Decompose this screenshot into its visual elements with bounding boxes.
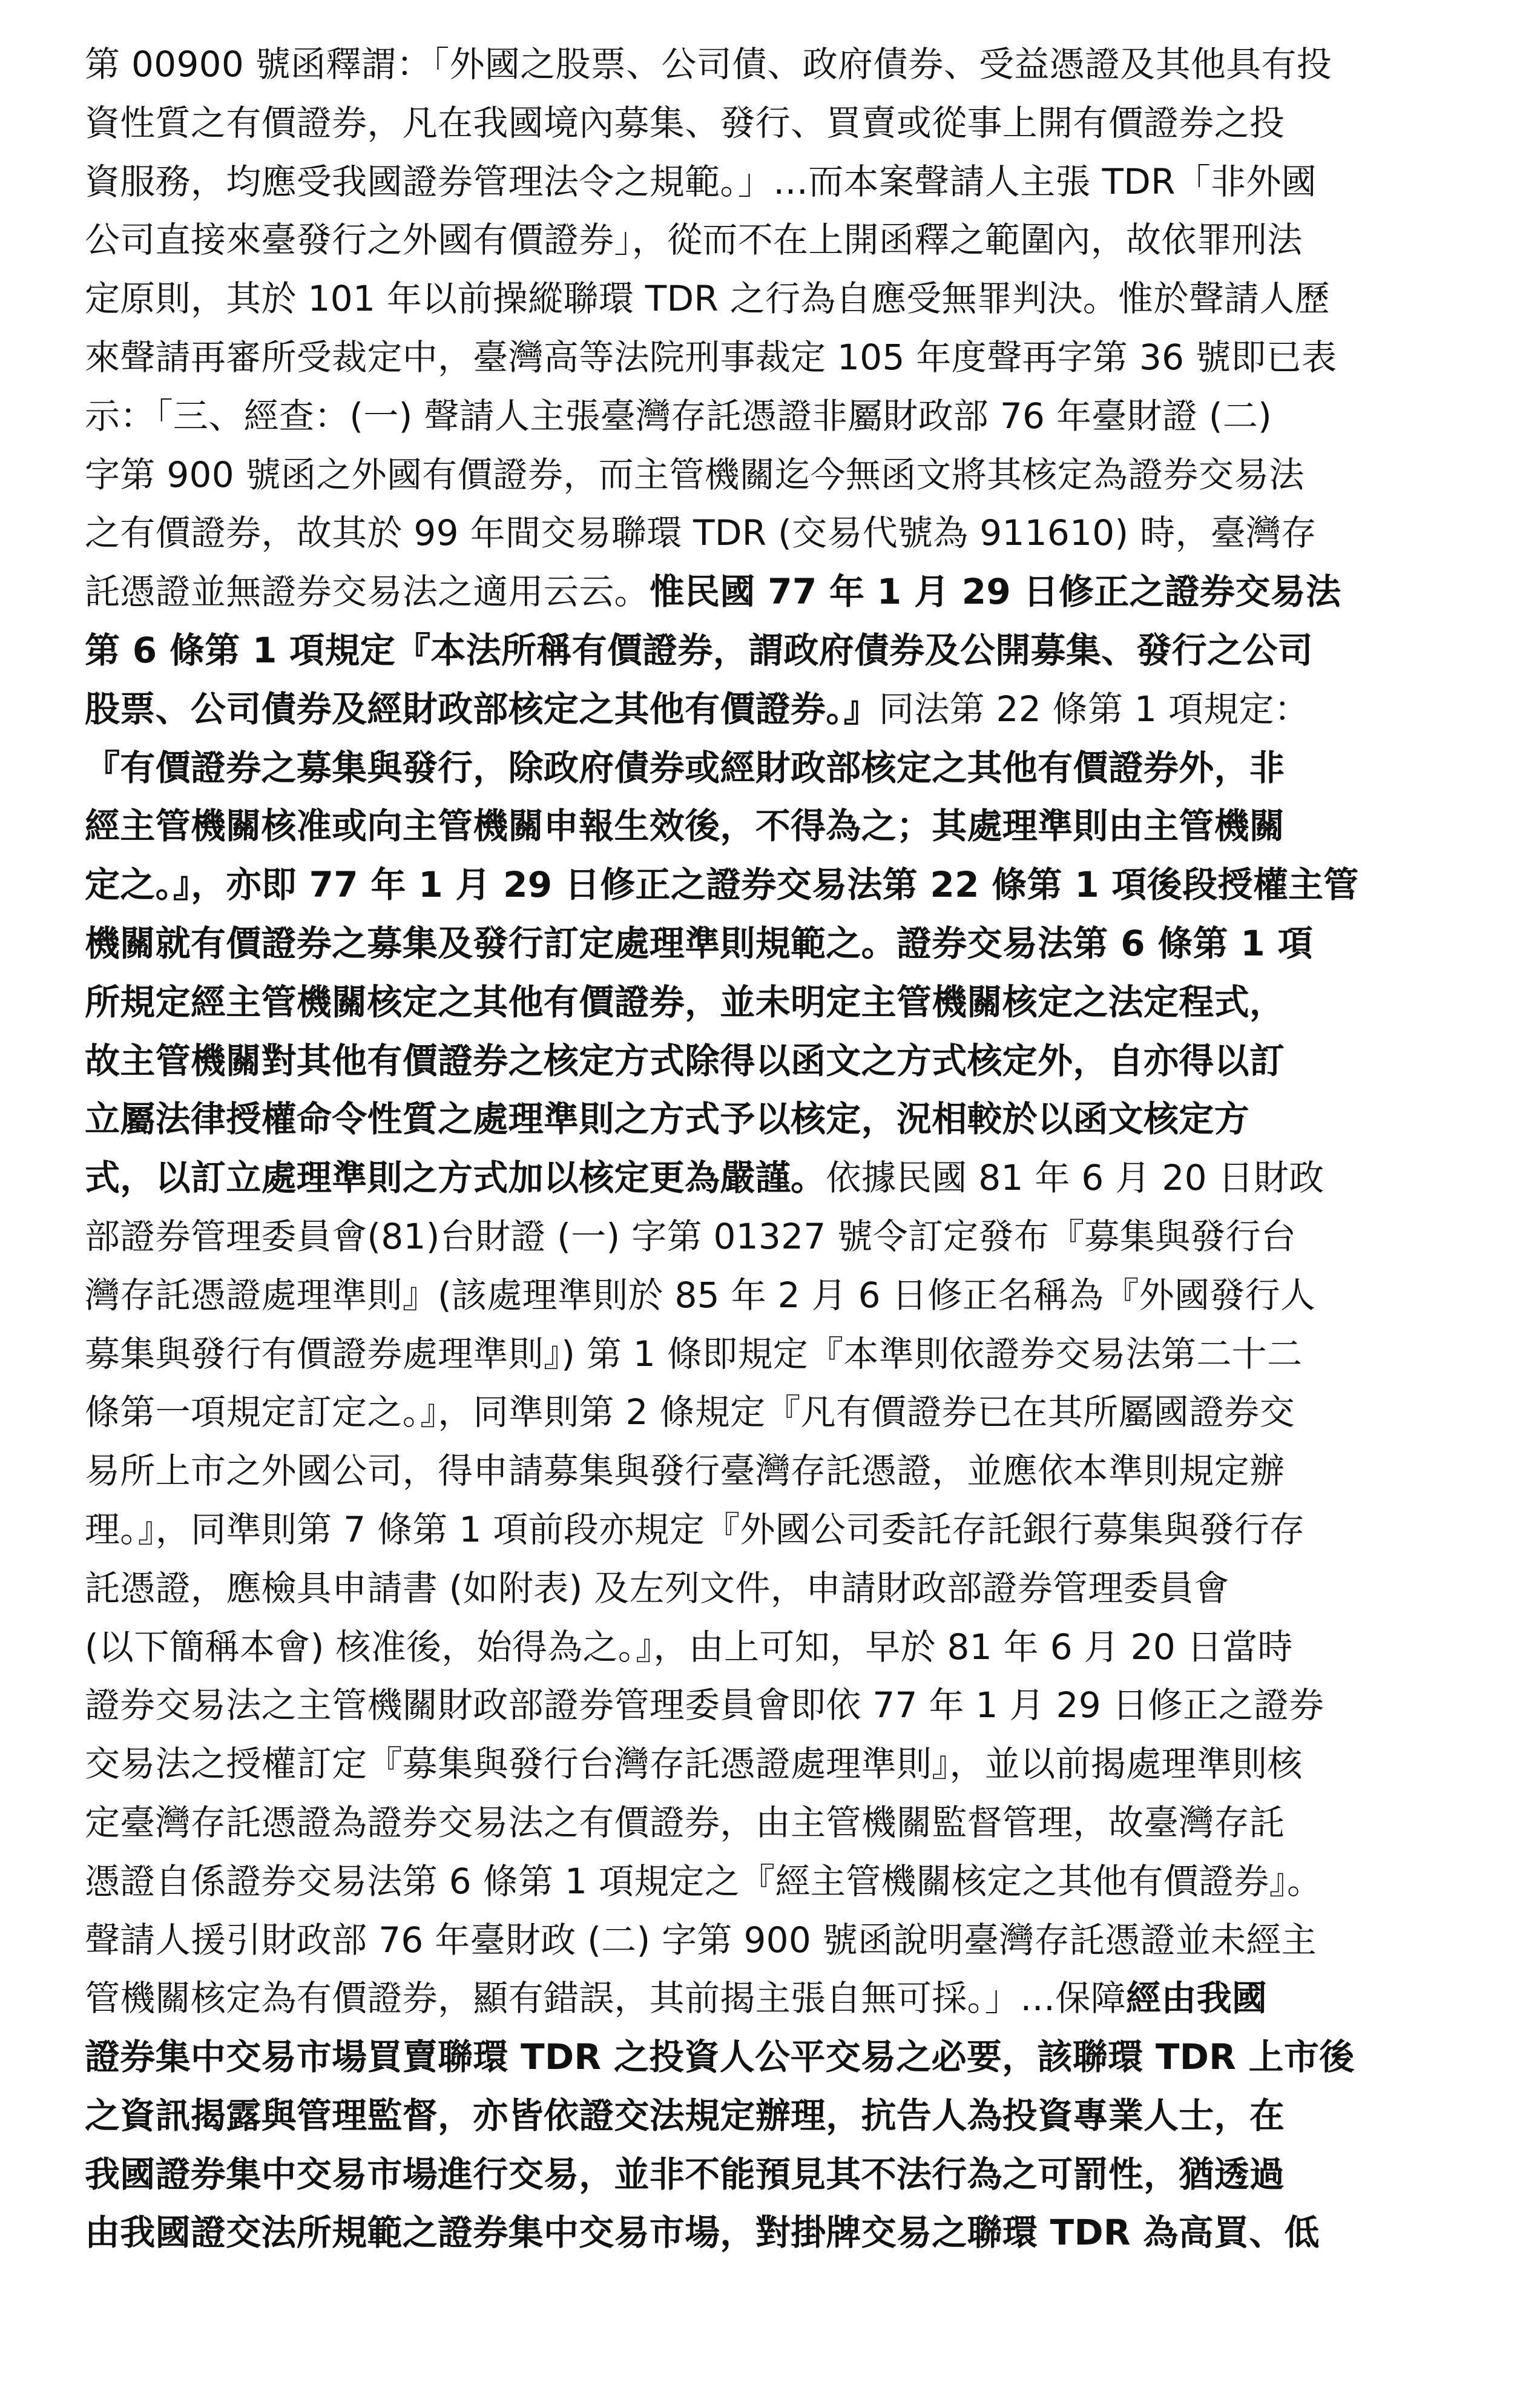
text-line [85,1325,1498,1384]
bold-text-segment: 第 6 條第 1 項規定『本法所稱有價證券，謂政府債券及公開募集、發行之公司 [85,629,1313,671]
bold-text-segment: 股票、公司債券及經財政部核定之其他有價證券。』 [85,688,879,730]
text-line [85,1911,1498,1970]
text-line [85,328,1498,387]
text-segment: 同法第 22 條第 1 項規定： [878,688,1310,730]
text-segment: 募集與發行有價證券處理準則』) 第 1 條即規定『本準則依證券交易法第二十二 [85,1333,1303,1374]
text-line [85,563,1498,621]
bold-text-segment: 定之。』，亦即 77 年 1 月 29 日修正之證券交易法第 22 條第 1 項後段授權主管 [85,864,1359,906]
text-segment: 易所上市之外國公司，得申請募集與發行臺灣存託憑證，並應依本準則規定辦 [85,1450,1285,1492]
bold-text-segment: 機關就有價證券之募集及發行訂定處理準則規範之。證券交易法第 6 條第 1 項 [85,922,1313,964]
bold-text-segment: 『有價證券之募集與發行，除政府債券或經財政部核定之其他有價證券外，非 [85,747,1285,788]
text-line [85,973,1498,1032]
text-line [85,1735,1498,1793]
text-line [85,2145,1498,2204]
text-line [85,2203,1498,2262]
text-segment: 灣存託憑證處理準則』(該處理準則於 85 年 2 月 6 日修正名稱為『外國發行人 [85,1274,1316,1316]
text-line [85,856,1498,914]
text-segment: 交易法之授權訂定『募集與發行台灣存託憑證處理準則』，並以前揭處理準則核 [85,1743,1303,1785]
text-line [85,680,1498,739]
text-segment: 部證券管理委員會(81)台財證 (一) 字第 01327 號令訂定發布『募集與發行台 [85,1215,1297,1257]
bold-text-segment: 我國證券集中交易市場進行交易，並非不能預見其不法行為之可罰性，猶透過 [85,2153,1285,2195]
text-line [85,1032,1498,1090]
bold-text-segment: 由我國證交法所規範之證券集中交易市場，對掛牌交易之聯環 TDR 為高買、低 [85,2212,1320,2254]
text-line [85,1266,1498,1325]
text-line [85,1618,1498,1677]
text-segment: 字第 900 號函之外國有價證券，而主管機關迄今無函文將其核定為證券交易法 [85,454,1305,495]
text-segment: 聲請人援引財政部 76 年臺財政 (二) 字第 900 號函說明臺灣存託憑證並未經主 [85,1919,1317,1961]
text-line [85,211,1498,269]
bold-text-segment: 經由我國 [1126,1978,1268,2019]
text-line [85,1149,1498,1207]
text-line [85,269,1498,328]
text-line [85,1559,1498,1618]
bold-text-segment: 經主管機關核准或向主管機關申報生效後，不得為之；其處理準則由主管機關 [85,805,1285,847]
text-line [85,797,1498,856]
bold-text-segment: 所規定經主管機關核定之其他有價證券，並未明定主管機關核定之法定程式， [85,981,1285,1023]
text-line [85,914,1498,973]
text-segment: 第 00900 號函釋謂：「外國之股票、公司債、政府債券、受益憑證及其他具有投 [85,44,1332,85]
bold-text-segment: 故主管機關對其他有價證券之核定方式除得以函文之方式核定外，自亦得以訂 [85,1040,1285,1081]
text-line [85,35,1498,94]
bold-text-segment: 之資訊揭露與管理監督，亦皆依證交法規定辦理，抗告人為投資專業人士，在 [85,2094,1285,2136]
text-line [85,1207,1498,1266]
bold-text-segment: 立屬法律授權命令性質之處理準則之方式予以核定，況相較於以函文核定方 [85,1098,1249,1140]
bold-text-segment: 證券集中交易市場買賣聯環 TDR 之投資人公平交易之必要，該聯環 TDR 上市後 [85,2036,1355,2078]
text-line [85,94,1498,153]
text-line [85,1676,1498,1735]
text-segment: 憑證自係證券交易法第 6 條第 1 項規定之『經主管機關核定之其他有價證券』。 [85,1860,1323,1902]
text-line [85,1090,1498,1149]
text-segment: 資性質之有價證券，凡在我國境內募集、發行、買賣或從事上開有價證券之投 [85,102,1285,144]
text-segment: 之有價證券，故其於 99 年間交易聯環 TDR (交易代號為 911610) 時，臺灣存 [85,512,1317,554]
text-line [85,739,1498,797]
text-line [85,1383,1498,1442]
text-segment: 託憑證並無證券交易法之適用云云。 [85,571,650,613]
text-segment: 理。』，同準則第 7 條第 1 項前段亦規定『外國公司委託存託銀行募集與發行存 [85,1508,1305,1550]
bold-text-segment: 惟民國 77 年 1 月 29 日修正之證券交易法 [649,571,1341,613]
text-segment: (以下簡稱本會) 核准後，始得為之。』，由上可知，早於 81 年 6 月 20 日當時 [85,1626,1293,1668]
text-line [85,2028,1498,2087]
text-line [85,1500,1498,1559]
bold-text-segment: 式，以訂立處理準則之方式加以核定更為嚴謹。 [85,1157,826,1199]
text-segment: 託憑證，應檢具申請書 (如附表) 及左列文件，申請財政部證券管理委員會 [85,1567,1229,1609]
text-segment: 資服務，均應受我國證券管理法令之規範。」…而本案聲請人主張 TDR「非外國 [85,160,1317,202]
text-segment: 管機關核定為有價證券，顯有錯誤，其前揭主張自無可採。」…保障 [85,1978,1127,2019]
body-text [85,35,1498,2262]
text-segment: 示：「三、經查：(一) 聲請人主張臺灣存託憑證非屬財政部 76 年臺財證 (二) [85,395,1272,437]
text-segment: 條第一項規定訂定之。』，同準則第 2 條規定『凡有價證券已在其所屬國證券交 [85,1391,1295,1433]
text-line [85,621,1498,680]
text-line [85,1969,1498,2028]
text-line [85,387,1498,446]
text-segment: 定臺灣存託憑證為證券交易法之有價證券，由主管機關監督管理，故臺灣存託 [85,1801,1285,1843]
text-line [85,1442,1498,1500]
text-segment: 定原則，其於 101 年以前操縱聯環 TDR 之行為自應受無罪判決。惟於聲請人歷 [85,278,1330,320]
text-line [85,1793,1498,1852]
text-line [85,153,1498,211]
text-line [85,504,1498,563]
text-segment: 公司直接來臺發行之外國有價證券」，從而不在上開函釋之範圍內，故依罪刑法 [85,219,1303,261]
text-segment: 依據民國 81 年 6 月 20 日財政 [826,1157,1324,1199]
text-line [85,2087,1498,2145]
text-segment: 來聲請再審所受裁定中，臺灣高等法院刑事裁定 105 年度聲再字第 36 號即已表 [85,336,1337,378]
text-line [85,1852,1498,1911]
text-segment: 證券交易法之主管機關財政部證券管理委員會即依 77 年 1 月 29 日修正之證券 [85,1684,1324,1726]
text-line [85,446,1498,504]
